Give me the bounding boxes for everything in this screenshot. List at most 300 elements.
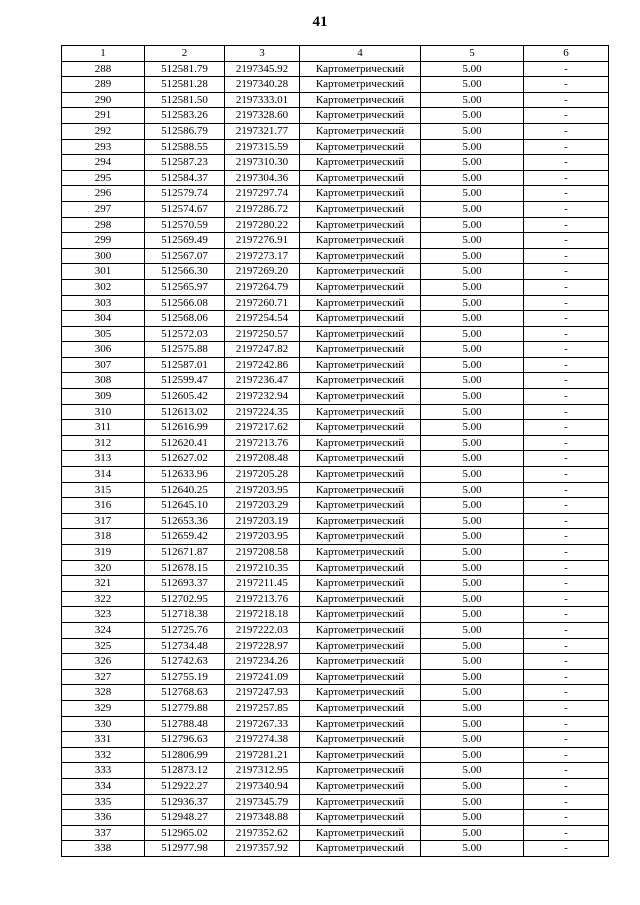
y-coordinate-cell: 2197310.30 bbox=[225, 155, 300, 171]
point-number-cell: 332 bbox=[62, 747, 145, 763]
method-cell: Картометрический bbox=[300, 233, 421, 249]
point-number-cell: 326 bbox=[62, 654, 145, 670]
y-coordinate-cell: 2197254.54 bbox=[225, 311, 300, 327]
method-cell: Картометрический bbox=[300, 654, 421, 670]
x-coordinate-cell: 512653.36 bbox=[145, 513, 225, 529]
table-row bbox=[62, 763, 609, 779]
table-row bbox=[62, 170, 609, 186]
method-cell: Картометрический bbox=[300, 794, 421, 810]
accuracy-cell: 5.00 bbox=[421, 311, 524, 327]
table-row bbox=[62, 342, 609, 358]
note-cell: - bbox=[524, 560, 609, 576]
x-coordinate-cell: 512579.74 bbox=[145, 186, 225, 202]
x-coordinate-cell: 512640.25 bbox=[145, 482, 225, 498]
method-cell: Картометрический bbox=[300, 747, 421, 763]
note-cell: - bbox=[524, 451, 609, 467]
accuracy-cell: 5.00 bbox=[421, 201, 524, 217]
table-row bbox=[62, 498, 609, 514]
method-cell: Картометрический bbox=[300, 498, 421, 514]
note-cell: - bbox=[524, 669, 609, 685]
point-number-cell: 329 bbox=[62, 700, 145, 716]
table-row bbox=[62, 326, 609, 342]
table-row bbox=[62, 529, 609, 545]
note-cell: - bbox=[524, 513, 609, 529]
y-coordinate-cell: 2197340.28 bbox=[225, 77, 300, 93]
x-coordinate-cell: 512755.19 bbox=[145, 669, 225, 685]
method-cell: Картометрический bbox=[300, 108, 421, 124]
x-coordinate-cell: 512586.79 bbox=[145, 123, 225, 139]
note-cell: - bbox=[524, 108, 609, 124]
note-cell: - bbox=[524, 404, 609, 420]
table-row bbox=[62, 139, 609, 155]
accuracy-cell: 5.00 bbox=[421, 747, 524, 763]
y-coordinate-cell: 2197241.09 bbox=[225, 669, 300, 685]
note-cell: - bbox=[524, 498, 609, 514]
accuracy-cell: 5.00 bbox=[421, 233, 524, 249]
note-cell: - bbox=[524, 700, 609, 716]
x-coordinate-cell: 512616.99 bbox=[145, 420, 225, 436]
accuracy-cell: 5.00 bbox=[421, 92, 524, 108]
point-number-cell: 328 bbox=[62, 685, 145, 701]
table-row bbox=[62, 591, 609, 607]
column-header: 1 bbox=[62, 46, 145, 62]
note-cell: - bbox=[524, 825, 609, 841]
y-coordinate-cell: 2197328.60 bbox=[225, 108, 300, 124]
x-coordinate-cell: 512965.02 bbox=[145, 825, 225, 841]
y-coordinate-cell: 2197218.18 bbox=[225, 607, 300, 623]
method-cell: Картометрический bbox=[300, 61, 421, 77]
point-number-cell: 317 bbox=[62, 513, 145, 529]
accuracy-cell: 5.00 bbox=[421, 186, 524, 202]
note-cell: - bbox=[524, 420, 609, 436]
method-cell: Картометрический bbox=[300, 607, 421, 623]
note-cell: - bbox=[524, 763, 609, 779]
method-cell: Картометрический bbox=[300, 155, 421, 171]
x-coordinate-cell: 512678.15 bbox=[145, 560, 225, 576]
table-row bbox=[62, 357, 609, 373]
y-coordinate-cell: 2197264.79 bbox=[225, 279, 300, 295]
note-cell: - bbox=[524, 482, 609, 498]
x-coordinate-cell: 512620.41 bbox=[145, 435, 225, 451]
x-coordinate-cell: 512584.37 bbox=[145, 170, 225, 186]
point-number-cell: 318 bbox=[62, 529, 145, 545]
method-cell: Картометрический bbox=[300, 404, 421, 420]
point-number-cell: 306 bbox=[62, 342, 145, 358]
table-row bbox=[62, 451, 609, 467]
x-coordinate-cell: 512569.49 bbox=[145, 233, 225, 249]
note-cell: - bbox=[524, 685, 609, 701]
x-coordinate-cell: 512566.08 bbox=[145, 295, 225, 311]
table-row bbox=[62, 607, 609, 623]
note-cell: - bbox=[524, 217, 609, 233]
accuracy-cell: 5.00 bbox=[421, 763, 524, 779]
point-number-cell: 316 bbox=[62, 498, 145, 514]
point-number-cell: 338 bbox=[62, 841, 145, 857]
note-cell: - bbox=[524, 61, 609, 77]
accuracy-cell: 5.00 bbox=[421, 77, 524, 93]
note-cell: - bbox=[524, 622, 609, 638]
point-number-cell: 319 bbox=[62, 545, 145, 561]
point-number-cell: 299 bbox=[62, 233, 145, 249]
x-coordinate-cell: 512627.02 bbox=[145, 451, 225, 467]
x-coordinate-cell: 512581.28 bbox=[145, 77, 225, 93]
accuracy-cell: 5.00 bbox=[421, 607, 524, 623]
method-cell: Картометрический bbox=[300, 326, 421, 342]
accuracy-cell: 5.00 bbox=[421, 498, 524, 514]
y-coordinate-cell: 2197345.79 bbox=[225, 794, 300, 810]
method-cell: Картометрический bbox=[300, 435, 421, 451]
y-coordinate-cell: 2197203.19 bbox=[225, 513, 300, 529]
y-coordinate-cell: 2197232.94 bbox=[225, 389, 300, 405]
accuracy-cell: 5.00 bbox=[421, 654, 524, 670]
y-coordinate-cell: 2197208.48 bbox=[225, 451, 300, 467]
point-number-cell: 291 bbox=[62, 108, 145, 124]
table-row bbox=[62, 560, 609, 576]
method-cell: Картометрический bbox=[300, 295, 421, 311]
table-row bbox=[62, 482, 609, 498]
note-cell: - bbox=[524, 373, 609, 389]
point-number-cell: 322 bbox=[62, 591, 145, 607]
y-coordinate-cell: 2197333.01 bbox=[225, 92, 300, 108]
y-coordinate-cell: 2197234.26 bbox=[225, 654, 300, 670]
point-number-cell: 289 bbox=[62, 77, 145, 93]
method-cell: Картометрический bbox=[300, 513, 421, 529]
point-number-cell: 297 bbox=[62, 201, 145, 217]
accuracy-cell: 5.00 bbox=[421, 123, 524, 139]
x-coordinate-cell: 512922.27 bbox=[145, 778, 225, 794]
note-cell: - bbox=[524, 357, 609, 373]
table-row bbox=[62, 373, 609, 389]
accuracy-cell: 5.00 bbox=[421, 591, 524, 607]
note-cell: - bbox=[524, 778, 609, 794]
table-row bbox=[62, 716, 609, 732]
accuracy-cell: 5.00 bbox=[421, 357, 524, 373]
x-coordinate-cell: 512768.63 bbox=[145, 685, 225, 701]
x-coordinate-cell: 512806.99 bbox=[145, 747, 225, 763]
method-cell: Картометрический bbox=[300, 139, 421, 155]
note-cell: - bbox=[524, 591, 609, 607]
accuracy-cell: 5.00 bbox=[421, 482, 524, 498]
column-header: 6 bbox=[524, 46, 609, 62]
point-number-cell: 288 bbox=[62, 61, 145, 77]
point-number-cell: 294 bbox=[62, 155, 145, 171]
point-number-cell: 324 bbox=[62, 622, 145, 638]
x-coordinate-cell: 512788.48 bbox=[145, 716, 225, 732]
x-coordinate-cell: 512581.50 bbox=[145, 92, 225, 108]
method-cell: Картометрический bbox=[300, 451, 421, 467]
x-coordinate-cell: 512581.79 bbox=[145, 61, 225, 77]
point-number-cell: 315 bbox=[62, 482, 145, 498]
accuracy-cell: 5.00 bbox=[421, 685, 524, 701]
point-number-cell: 310 bbox=[62, 404, 145, 420]
column-header: 3 bbox=[225, 46, 300, 62]
point-number-cell: 313 bbox=[62, 451, 145, 467]
table-row bbox=[62, 420, 609, 436]
x-coordinate-cell: 512567.07 bbox=[145, 248, 225, 264]
table-row bbox=[62, 389, 609, 405]
table-row bbox=[62, 685, 609, 701]
x-coordinate-cell: 512599.47 bbox=[145, 373, 225, 389]
method-cell: Картометрический bbox=[300, 810, 421, 826]
method-cell: Картометрический bbox=[300, 373, 421, 389]
accuracy-cell: 5.00 bbox=[421, 404, 524, 420]
method-cell: Картометрический bbox=[300, 123, 421, 139]
note-cell: - bbox=[524, 654, 609, 670]
note-cell: - bbox=[524, 607, 609, 623]
method-cell: Картометрический bbox=[300, 279, 421, 295]
accuracy-cell: 5.00 bbox=[421, 435, 524, 451]
point-number-cell: 327 bbox=[62, 669, 145, 685]
method-cell: Картометрический bbox=[300, 217, 421, 233]
point-number-cell: 301 bbox=[62, 264, 145, 280]
accuracy-cell: 5.00 bbox=[421, 248, 524, 264]
y-coordinate-cell: 2197260.71 bbox=[225, 295, 300, 311]
accuracy-cell: 5.00 bbox=[421, 451, 524, 467]
note-cell: - bbox=[524, 201, 609, 217]
table-row bbox=[62, 622, 609, 638]
table-row bbox=[62, 77, 609, 93]
y-coordinate-cell: 2197203.95 bbox=[225, 529, 300, 545]
point-number-cell: 300 bbox=[62, 248, 145, 264]
accuracy-cell: 5.00 bbox=[421, 716, 524, 732]
accuracy-cell: 5.00 bbox=[421, 373, 524, 389]
method-cell: Картометрический bbox=[300, 716, 421, 732]
method-cell: Картометрический bbox=[300, 841, 421, 857]
x-coordinate-cell: 512583.26 bbox=[145, 108, 225, 124]
method-cell: Картометрический bbox=[300, 186, 421, 202]
method-cell: Картометрический bbox=[300, 389, 421, 405]
note-cell: - bbox=[524, 139, 609, 155]
x-coordinate-cell: 512574.67 bbox=[145, 201, 225, 217]
note-cell: - bbox=[524, 545, 609, 561]
y-coordinate-cell: 2197345.92 bbox=[225, 61, 300, 77]
method-cell: Картометрический bbox=[300, 92, 421, 108]
x-coordinate-cell: 512575.88 bbox=[145, 342, 225, 358]
y-coordinate-cell: 2197222.03 bbox=[225, 622, 300, 638]
accuracy-cell: 5.00 bbox=[421, 61, 524, 77]
note-cell: - bbox=[524, 155, 609, 171]
method-cell: Картометрический bbox=[300, 685, 421, 701]
point-number-cell: 323 bbox=[62, 607, 145, 623]
table-row bbox=[62, 217, 609, 233]
note-cell: - bbox=[524, 576, 609, 592]
accuracy-cell: 5.00 bbox=[421, 217, 524, 233]
accuracy-cell: 5.00 bbox=[421, 810, 524, 826]
y-coordinate-cell: 2197357.92 bbox=[225, 841, 300, 857]
note-cell: - bbox=[524, 326, 609, 342]
accuracy-cell: 5.00 bbox=[421, 279, 524, 295]
table-row bbox=[62, 92, 609, 108]
y-coordinate-cell: 2197267.33 bbox=[225, 716, 300, 732]
method-cell: Картометрический bbox=[300, 545, 421, 561]
point-number-cell: 336 bbox=[62, 810, 145, 826]
note-cell: - bbox=[524, 186, 609, 202]
x-coordinate-cell: 512796.63 bbox=[145, 732, 225, 748]
accuracy-cell: 5.00 bbox=[421, 560, 524, 576]
method-cell: Картометрический bbox=[300, 669, 421, 685]
method-cell: Картометрический bbox=[300, 638, 421, 654]
y-coordinate-cell: 2197247.93 bbox=[225, 685, 300, 701]
y-coordinate-cell: 2197224.35 bbox=[225, 404, 300, 420]
note-cell: - bbox=[524, 716, 609, 732]
method-cell: Картометрический bbox=[300, 264, 421, 280]
accuracy-cell: 5.00 bbox=[421, 467, 524, 483]
y-coordinate-cell: 2197236.47 bbox=[225, 373, 300, 389]
point-number-cell: 325 bbox=[62, 638, 145, 654]
x-coordinate-cell: 512659.42 bbox=[145, 529, 225, 545]
table-row bbox=[62, 435, 609, 451]
point-number-cell: 303 bbox=[62, 295, 145, 311]
method-cell: Картометрический bbox=[300, 342, 421, 358]
x-coordinate-cell: 512570.59 bbox=[145, 217, 225, 233]
x-coordinate-cell: 512779.88 bbox=[145, 700, 225, 716]
method-cell: Картометрический bbox=[300, 576, 421, 592]
table-row bbox=[62, 841, 609, 857]
y-coordinate-cell: 2197203.29 bbox=[225, 498, 300, 514]
accuracy-cell: 5.00 bbox=[421, 576, 524, 592]
x-coordinate-cell: 512565.97 bbox=[145, 279, 225, 295]
note-cell: - bbox=[524, 233, 609, 249]
x-coordinate-cell: 512645.10 bbox=[145, 498, 225, 514]
x-coordinate-cell: 512633.96 bbox=[145, 467, 225, 483]
table-row bbox=[62, 61, 609, 77]
note-cell: - bbox=[524, 467, 609, 483]
accuracy-cell: 5.00 bbox=[421, 513, 524, 529]
method-cell: Картометрический bbox=[300, 248, 421, 264]
accuracy-cell: 5.00 bbox=[421, 732, 524, 748]
point-number-cell: 333 bbox=[62, 763, 145, 779]
point-number-cell: 295 bbox=[62, 170, 145, 186]
page-number: 41 bbox=[312, 14, 328, 30]
x-coordinate-cell: 512734.48 bbox=[145, 638, 225, 654]
x-coordinate-cell: 512605.42 bbox=[145, 389, 225, 405]
accuracy-cell: 5.00 bbox=[421, 545, 524, 561]
x-coordinate-cell: 512725.76 bbox=[145, 622, 225, 638]
accuracy-cell: 5.00 bbox=[421, 700, 524, 716]
method-cell: Картометрический bbox=[300, 482, 421, 498]
point-number-cell: 293 bbox=[62, 139, 145, 155]
y-coordinate-cell: 2197213.76 bbox=[225, 435, 300, 451]
x-coordinate-cell: 512568.06 bbox=[145, 311, 225, 327]
x-coordinate-cell: 512566.30 bbox=[145, 264, 225, 280]
note-cell: - bbox=[524, 810, 609, 826]
table-row bbox=[62, 700, 609, 716]
method-cell: Картометрический bbox=[300, 560, 421, 576]
note-cell: - bbox=[524, 311, 609, 327]
method-cell: Картометрический bbox=[300, 763, 421, 779]
accuracy-cell: 5.00 bbox=[421, 669, 524, 685]
note-cell: - bbox=[524, 389, 609, 405]
table-row bbox=[62, 404, 609, 420]
accuracy-cell: 5.00 bbox=[421, 295, 524, 311]
table-row bbox=[62, 825, 609, 841]
y-coordinate-cell: 2197297.74 bbox=[225, 186, 300, 202]
method-cell: Картометрический bbox=[300, 732, 421, 748]
x-coordinate-cell: 512977.98 bbox=[145, 841, 225, 857]
method-cell: Картометрический bbox=[300, 311, 421, 327]
note-cell: - bbox=[524, 841, 609, 857]
point-number-cell: 296 bbox=[62, 186, 145, 202]
point-number-cell: 309 bbox=[62, 389, 145, 405]
x-coordinate-cell: 512671.87 bbox=[145, 545, 225, 561]
y-coordinate-cell: 2197250.57 bbox=[225, 326, 300, 342]
table-row bbox=[62, 810, 609, 826]
accuracy-cell: 5.00 bbox=[421, 326, 524, 342]
y-coordinate-cell: 2197304.36 bbox=[225, 170, 300, 186]
table-row bbox=[62, 576, 609, 592]
point-number-cell: 321 bbox=[62, 576, 145, 592]
y-coordinate-cell: 2197242.86 bbox=[225, 357, 300, 373]
table-row bbox=[62, 638, 609, 654]
point-number-cell: 307 bbox=[62, 357, 145, 373]
point-number-cell: 298 bbox=[62, 217, 145, 233]
accuracy-cell: 5.00 bbox=[421, 778, 524, 794]
accuracy-cell: 5.00 bbox=[421, 342, 524, 358]
method-cell: Картометрический bbox=[300, 467, 421, 483]
table-row bbox=[62, 732, 609, 748]
accuracy-cell: 5.00 bbox=[421, 155, 524, 171]
x-coordinate-cell: 512693.37 bbox=[145, 576, 225, 592]
y-coordinate-cell: 2197348.88 bbox=[225, 810, 300, 826]
y-coordinate-cell: 2197211.45 bbox=[225, 576, 300, 592]
accuracy-cell: 5.00 bbox=[421, 638, 524, 654]
table-row bbox=[62, 279, 609, 295]
accuracy-cell: 5.00 bbox=[421, 841, 524, 857]
x-coordinate-cell: 512572.03 bbox=[145, 326, 225, 342]
table-header-row bbox=[62, 46, 609, 62]
point-number-cell: 331 bbox=[62, 732, 145, 748]
y-coordinate-cell: 2197273.17 bbox=[225, 248, 300, 264]
y-coordinate-cell: 2197205.28 bbox=[225, 467, 300, 483]
x-coordinate-cell: 512702.95 bbox=[145, 591, 225, 607]
point-number-cell: 311 bbox=[62, 420, 145, 436]
method-cell: Картометрический bbox=[300, 622, 421, 638]
accuracy-cell: 5.00 bbox=[421, 170, 524, 186]
y-coordinate-cell: 2197281.21 bbox=[225, 747, 300, 763]
point-number-cell: 312 bbox=[62, 435, 145, 451]
method-cell: Картометрический bbox=[300, 201, 421, 217]
table-row bbox=[62, 264, 609, 280]
note-cell: - bbox=[524, 638, 609, 654]
y-coordinate-cell: 2197321.77 bbox=[225, 123, 300, 139]
point-number-cell: 337 bbox=[62, 825, 145, 841]
method-cell: Картометрический bbox=[300, 700, 421, 716]
x-coordinate-cell: 512936.37 bbox=[145, 794, 225, 810]
method-cell: Картометрический bbox=[300, 591, 421, 607]
point-number-cell: 305 bbox=[62, 326, 145, 342]
table-row bbox=[62, 248, 609, 264]
x-coordinate-cell: 512948.27 bbox=[145, 810, 225, 826]
point-number-cell: 292 bbox=[62, 123, 145, 139]
y-coordinate-cell: 2197257.85 bbox=[225, 700, 300, 716]
y-coordinate-cell: 2197352.62 bbox=[225, 825, 300, 841]
note-cell: - bbox=[524, 92, 609, 108]
note-cell: - bbox=[524, 264, 609, 280]
y-coordinate-cell: 2197217.62 bbox=[225, 420, 300, 436]
table-row bbox=[62, 513, 609, 529]
y-coordinate-cell: 2197274.38 bbox=[225, 732, 300, 748]
note-cell: - bbox=[524, 747, 609, 763]
y-coordinate-cell: 2197312.95 bbox=[225, 763, 300, 779]
point-number-cell: 308 bbox=[62, 373, 145, 389]
method-cell: Картометрический bbox=[300, 778, 421, 794]
x-coordinate-cell: 512588.55 bbox=[145, 139, 225, 155]
table-row bbox=[62, 155, 609, 171]
y-coordinate-cell: 2197208.58 bbox=[225, 545, 300, 561]
accuracy-cell: 5.00 bbox=[421, 794, 524, 810]
table-row bbox=[62, 669, 609, 685]
method-cell: Картометрический bbox=[300, 77, 421, 93]
